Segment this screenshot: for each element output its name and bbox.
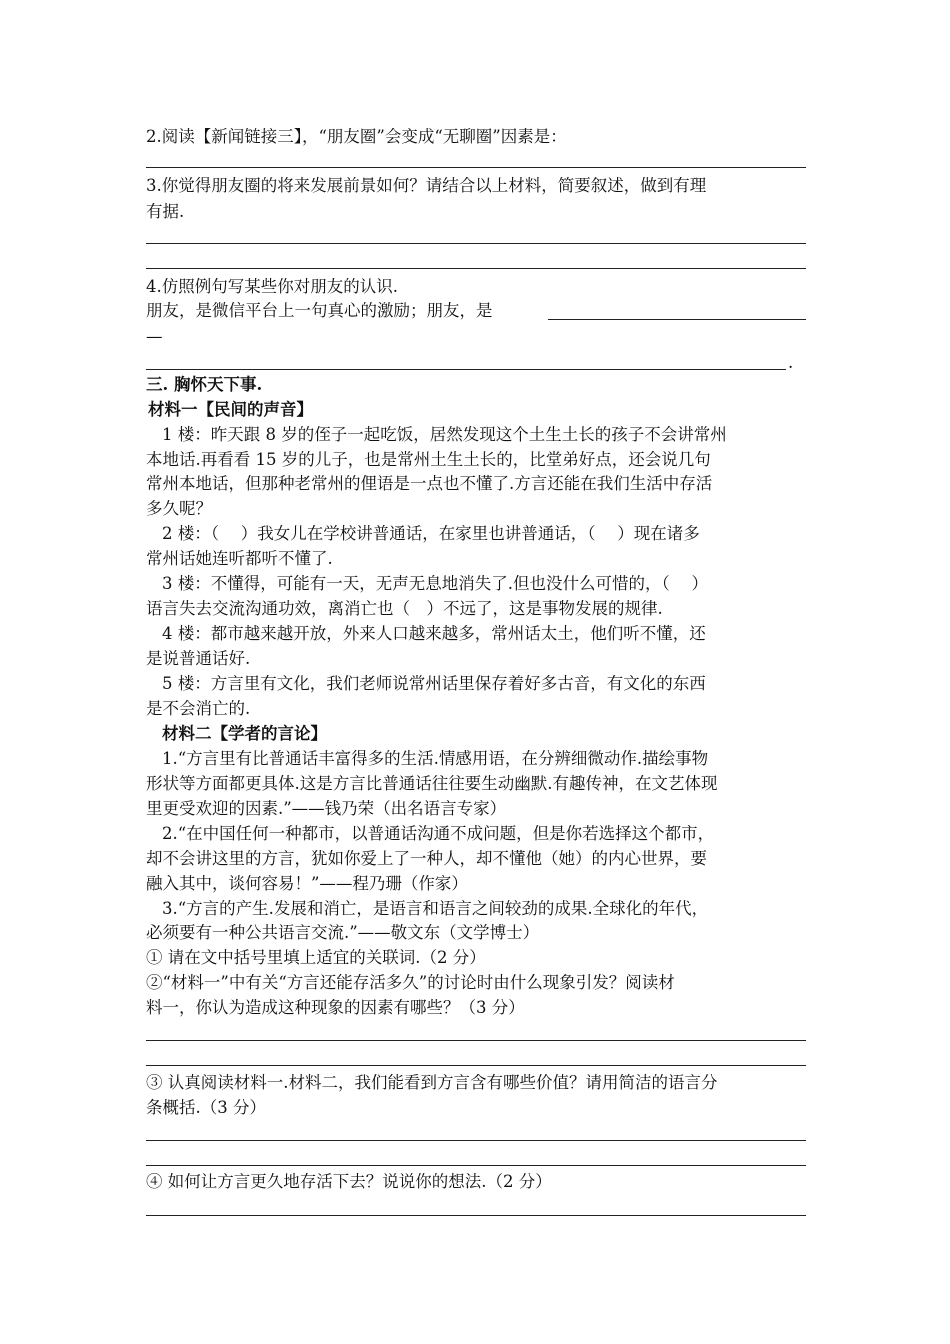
quote-3-line-2: 必须要有一种公共语言交流.”——敬文东（文学博士） [146,923,540,942]
task-2-line-1: ②“材料一”中有关“方言还能存活多久”的讨论时由什么现象引发？阅读材 [146,973,675,992]
task-4: ④ 如何让方言更久地存活下去？说说你的想法.（2 分） [146,1172,552,1191]
question-4-line-3: — [146,327,163,346]
material-1-title: 材料一【民间的声音】 [148,400,313,419]
floor-4-line-1: 4 楼：都市越来越开放，外来人口越来越多，常州话太土，他们听不懂，还 [162,624,706,643]
end-period: . [788,353,794,372]
floor-1-line-1: 1 楼：昨天跟 8 岁的侄子一起吃饭，居然发现这个土生土长的孩子不会讲常州 [162,425,727,444]
question-4-line-1: 4.仿照例句写某些你对朋友的认识. [146,277,398,296]
floor-5-line-1: 5 楼：方言里有文化，我们老师说常州话里保存着好多古音，有文化的东西 [162,674,706,693]
answer-line [146,268,806,269]
quote-3-line-1: 3.“方言的产生.发展和消亡，是语言和语言之间较劲的成果.全球化的年代， [162,899,709,918]
floor-2-line-2: 常州话她连听都听不懂了. [146,549,333,568]
floor-4-line-2: 是说普通话好. [146,649,251,668]
floor-1-line-4: 多久呢？ [146,499,212,518]
quote-2-line-3: 融入其中，谈何容易！”——程乃珊（作家） [146,874,468,893]
question-3-line-2: 有据. [146,202,185,221]
fill-blank-line [548,319,806,320]
task-3-line-2: 条概括.（3 分） [146,1098,266,1117]
question-3-line-1: 3.你觉得朋友圈的将来发展前景如何？请结合以上材料，简要叙述，做到有理 [146,176,707,195]
answer-line [146,1040,806,1041]
quote-1-line-1: 1.“方言里有比普通话丰富得多的生活.情感用语，在分辨细微动作.描绘事物 [162,749,709,768]
task-1: ① 请在文中括号里填上适宜的关联词.（2 分） [146,948,486,967]
quote-2-line-2: 却不会讲这里的方言，犹如你爱上了一种人，却不懂他（她）的内心世界，要 [146,849,707,868]
floor-3-line-1: 3 楼：不懂得，可能有一天，无声无息地消失了.但也没什么可惜的，（ ） [162,574,708,593]
task-3-line-1: ③ 认真阅读材料一.材料二，我们能看到方言含有哪些价值？请用简洁的语言分 [146,1073,718,1092]
quote-2-line-1: 2.“在中国任何一种都市，以普通话沟通不成问题，但是你若选择这个都市， [162,824,715,843]
question-2: 2.阅读【新闻链接三】，“朋友圈”会变成“无聊圈”因素是： [146,127,567,146]
floor-3-line-2: 语言失去交流沟通功效，离消亡也（ ）不远了，这是事物发展的规律. [146,599,663,618]
quote-1-line-2: 形状等方面都更具体.这是方言比普通话往往要生动幽默.有趣传神，在文艺体现 [146,774,718,793]
answer-line [146,167,806,168]
floor-1-line-3: 常州本地话，但那种老常州的俚语是一点也不懂了.方言还能在我们生活中存活 [146,474,713,493]
answer-line [146,369,786,370]
answer-line [146,1165,806,1166]
answer-line [146,1140,806,1141]
material-2-title: 材料二【学者的言论】 [162,724,327,743]
answer-line [146,1065,806,1066]
quote-1-line-3: 里更受欢迎的因素.”——钱乃荣（出名语言专家） [146,799,507,818]
question-4-line-2: 朋友，是微信平台上一句真心的激励；朋友，是 [146,301,493,320]
answer-line [146,1215,806,1216]
answer-line [146,243,806,244]
task-2-line-2: 料一，你认为造成这种现象的因素有哪些？（3 分） [146,998,525,1017]
floor-1-line-2: 本地话.再看看 15 岁的儿子，也是常州土生土长的，比堂弟好点，还会说几句 [146,450,711,469]
floor-5-line-2: 是不会消亡的. [146,699,251,718]
floor-2-line-1: 2 楼：（ ）我女儿在学校讲普通话，在家里也讲普通话，（ ）现在诸多 [162,524,700,543]
section-3-title: 三. 胸怀天下事. [146,375,263,394]
